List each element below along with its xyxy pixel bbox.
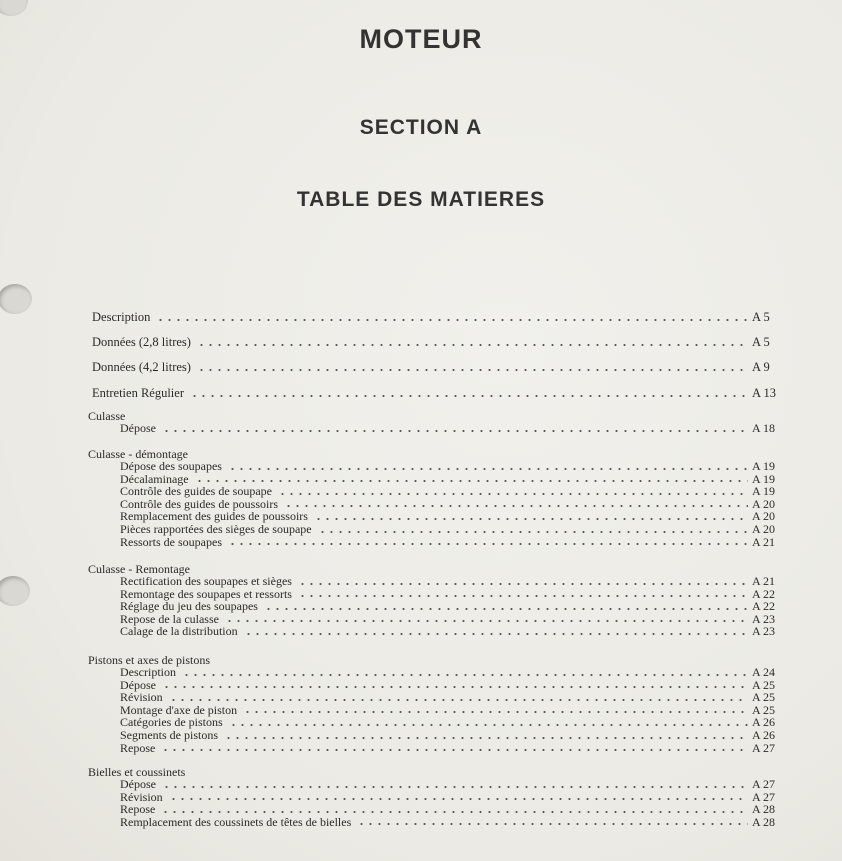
dot-leader: [298, 583, 748, 585]
toc-entry-label: Dépose: [120, 421, 156, 435]
toc-entry-page: A 13: [752, 386, 776, 400]
toc-entry-page: A 21: [752, 534, 776, 549]
toc-entry-page: A 27: [752, 789, 776, 804]
toc-entry-label: Données (2,8 litres): [92, 335, 191, 349]
dot-leader: [229, 724, 748, 726]
toc-entry: [92, 386, 782, 400]
toc-entry-page: A 25: [752, 690, 776, 705]
toc-entry: [92, 360, 782, 374]
toc-entry-label: Dépose des soupapes: [120, 459, 222, 473]
dot-leader: [162, 430, 748, 432]
dot-leader: [278, 493, 748, 495]
toc-entry-page: A 20: [752, 509, 776, 524]
toc-entry-page: A 19: [752, 459, 776, 473]
toc-entry-label: Réglage du jeu des soupapes: [120, 599, 258, 614]
toc-entry-page: A 19: [752, 471, 776, 486]
toc-entry-page: A 9: [752, 360, 770, 374]
dot-leader: [224, 737, 748, 739]
toc-entry: [92, 335, 782, 349]
toc-entry-page: A 5: [752, 335, 770, 349]
toc-entry: [120, 666, 782, 679]
toc-entry: [120, 422, 782, 435]
toc-entry: [120, 716, 782, 729]
toc-entry: [120, 729, 782, 742]
toc-entry-label: Dépose: [120, 777, 156, 791]
toc-entry-label: Contrôle des guides de soupape: [120, 484, 272, 499]
toc-entry-label: Montage d'axe de piston: [120, 702, 238, 717]
toc-entry: [92, 310, 782, 324]
dot-leader: [228, 468, 748, 470]
toc-entry-page: A 20: [752, 496, 776, 511]
dot-leader: [156, 319, 748, 321]
toc-entry-label: Ressorts de soupapes: [120, 534, 222, 549]
toc-entry-page: A 28: [752, 802, 776, 817]
toc-entry-page: A 22: [752, 586, 776, 601]
toc-entry-label: Description: [120, 665, 176, 679]
dot-leader: [318, 531, 748, 533]
toc-entry-label: Calage de la distribution: [120, 624, 238, 639]
toc-entry-label: Décalaminage: [120, 471, 189, 486]
toc-entry: [120, 803, 782, 816]
toc-entry-label: Remontage des soupapes et ressorts: [120, 586, 292, 601]
toc-entry-label: Repose de la culasse: [120, 611, 219, 626]
toc-entry: [120, 536, 782, 549]
toc-entry-label: Description: [92, 310, 151, 324]
toc-entry-label: Entretien Régulier: [92, 386, 184, 400]
dot-leader: [284, 505, 748, 507]
dot-leader: [357, 823, 748, 825]
toc-entry: [120, 816, 782, 829]
toc-entry-page: A 24: [752, 665, 776, 679]
toc-entry-label: Repose: [120, 802, 156, 817]
toc-entry-label: Rectification des soupapes et sièges: [120, 574, 292, 588]
toc-entry: [120, 778, 782, 791]
toc-entry-page: A 20: [752, 522, 776, 536]
dot-leader: [228, 543, 748, 545]
toc-entry: [120, 625, 782, 638]
toc-entry-label: Remplacement des coussinets de têtes de bielles: [120, 814, 352, 829]
dot-leader: [182, 674, 748, 676]
toc-entry-page: A 23: [752, 624, 776, 639]
dot-leader: [169, 798, 748, 800]
dot-leader: [195, 480, 748, 482]
toc-entry-page: A 5: [752, 310, 770, 324]
dot-leader: [161, 749, 748, 751]
toc-entry-page: A 28: [752, 814, 776, 829]
toc-entry-page: A 21: [752, 574, 776, 588]
toc-entry-label: Repose: [120, 740, 156, 755]
toc-entry-label: Catégories de pistons: [120, 715, 223, 730]
toc-entry: [120, 791, 782, 804]
toc-entry-label: Segments de pistons: [120, 728, 218, 742]
toc-entry-page: A 18: [752, 421, 776, 435]
page-title: MOTEUR: [359, 24, 483, 54]
dot-leader: [197, 344, 748, 346]
toc-entry-label: Données (4,2 litres): [92, 360, 191, 374]
toc-entry-page: A 26: [752, 728, 776, 742]
toc-heading: TABLE DES MATIERES: [296, 188, 546, 211]
toc-entry: [120, 523, 782, 536]
toc-group-heading: Culasse - démontage: [88, 447, 188, 461]
toc-entry-label: Dépose: [120, 677, 156, 692]
dot-leader: [314, 518, 748, 520]
toc-entry: [120, 742, 782, 755]
toc-entry-page: A 27: [752, 777, 776, 791]
dot-leader: [243, 711, 748, 713]
dot-leader: [264, 608, 748, 610]
toc-entry: [120, 679, 782, 692]
toc-group-heading: Bielles et coussinets: [88, 765, 186, 779]
toc-entry-label: Pièces rapportées des sièges de soupape: [120, 522, 312, 536]
toc-entry-page: A 27: [752, 740, 776, 755]
dot-leader: [197, 369, 748, 371]
toc-entry-page: A 19: [752, 484, 776, 499]
toc-group-heading: Pistons et axes de pistons: [88, 653, 210, 667]
section-heading: SECTION A: [359, 116, 483, 139]
toc-entry: [120, 485, 782, 498]
toc-entry-label: Révision: [120, 690, 163, 705]
dot-leader: [190, 395, 748, 397]
toc-entry-page: A 25: [752, 702, 776, 717]
toc-entry-label: Révision: [120, 789, 163, 804]
dot-leader: [162, 686, 748, 688]
dot-leader: [244, 633, 748, 635]
toc-entry-page: A 23: [752, 611, 776, 626]
dot-leader: [298, 595, 748, 597]
toc-group-heading: Culasse: [88, 409, 126, 423]
toc-entry: [120, 575, 782, 588]
dot-leader: [161, 811, 748, 813]
dot-leader: [169, 699, 748, 701]
toc-entry-page: A 26: [752, 715, 776, 730]
dot-leader: [162, 786, 748, 788]
toc-entry: [120, 691, 782, 704]
toc-entry-label: Remplacement des guides de poussoirs: [120, 509, 308, 524]
toc-entry-page: A 25: [752, 677, 776, 692]
toc-entry: [120, 460, 782, 473]
dot-leader: [225, 620, 748, 622]
toc-entry-page: A 22: [752, 599, 776, 614]
toc-entry: [120, 600, 782, 613]
toc-entry-label: Contrôle des guides de poussoirs: [120, 496, 278, 511]
toc-group-heading: Culasse - Remontage: [88, 562, 190, 576]
